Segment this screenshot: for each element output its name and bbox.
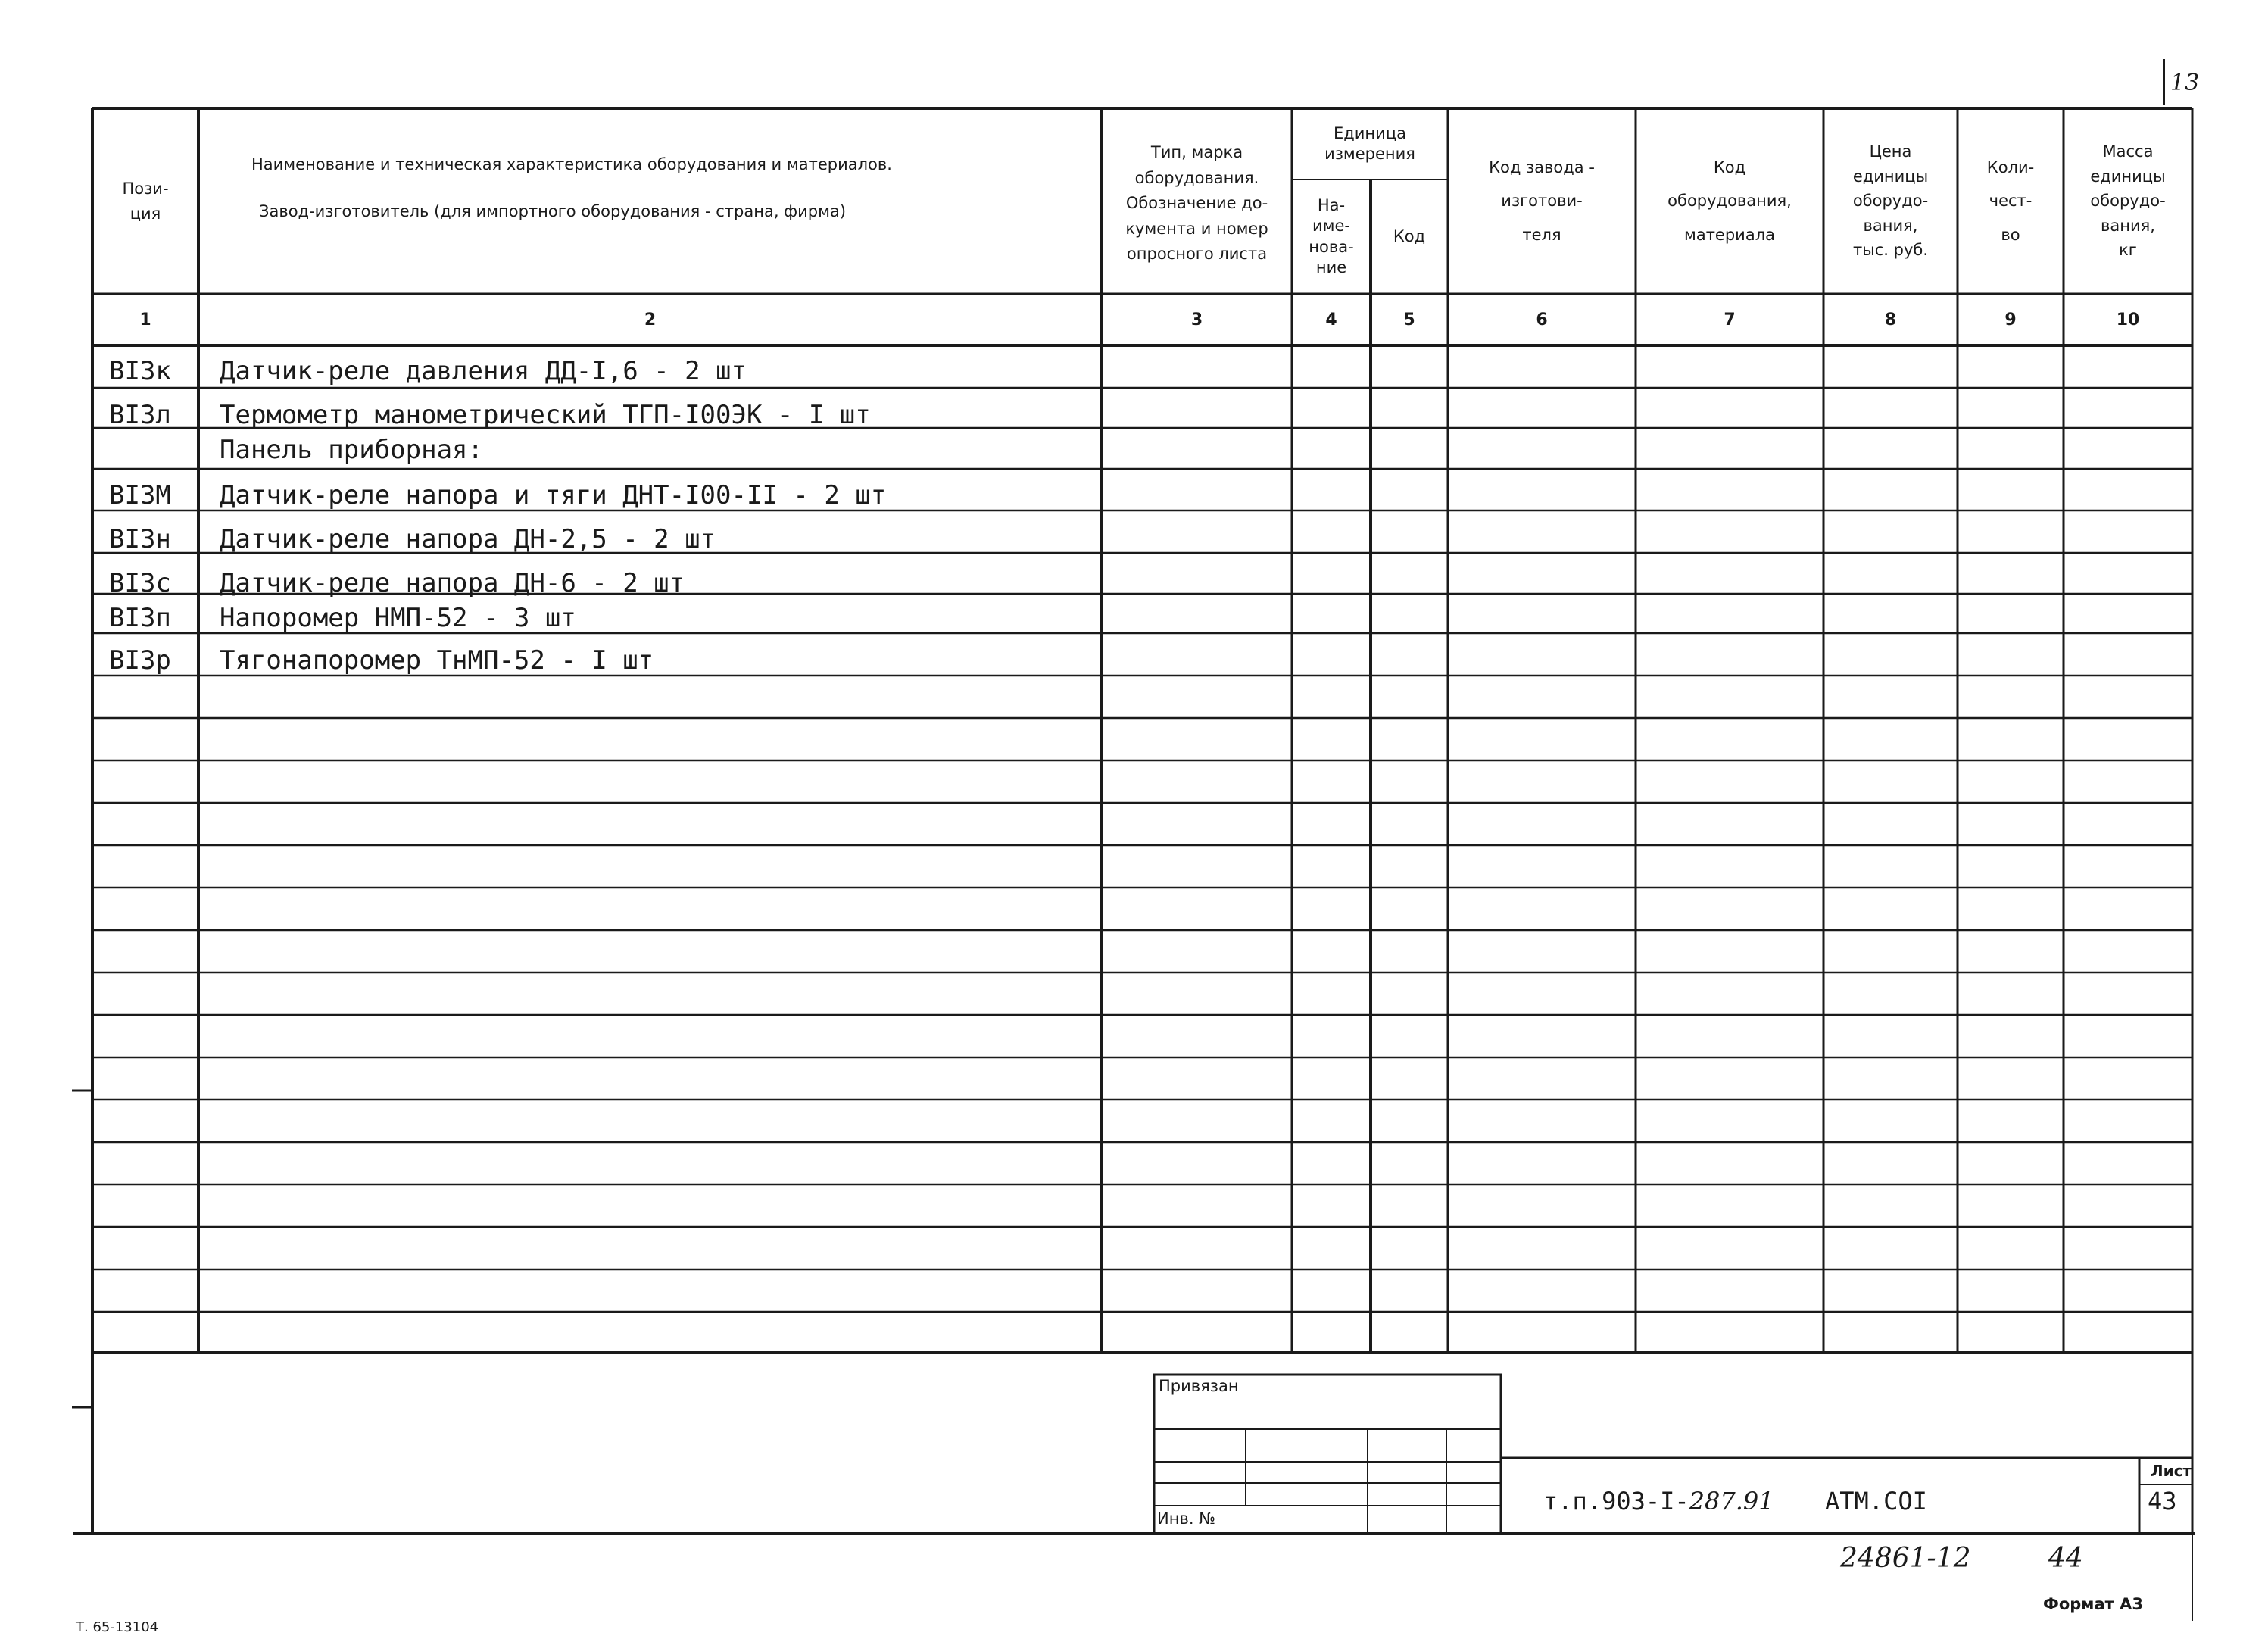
row-4-name: Датчик-реле напора и тяги ДНТ-I00-II - 2 шт	[220, 480, 887, 510]
colnum-10: 10	[2116, 310, 2140, 329]
header-name	[198, 108, 1102, 294]
row-5-name: Датчик-реле напора ДН-2,5 - 2 шт	[220, 524, 716, 554]
header-unit-name: На- име- нова- ние	[1309, 195, 1354, 276]
row-4-position: BI3М	[109, 480, 171, 510]
document-mark: АТМ.СОI	[1825, 1487, 1927, 1516]
stamp-bound-label: Привязан	[1159, 1377, 1239, 1395]
header-factory-code: Код завода - изготови- теля	[1489, 158, 1595, 244]
colnum-1: 1	[139, 310, 151, 329]
colnum-6: 6	[1536, 310, 1548, 329]
document-code-prefix: т.п.903-I-	[1543, 1487, 1689, 1516]
header-equipment-code: Код оборудования, материала	[1667, 158, 1792, 244]
header-unit-code: Код	[1393, 227, 1426, 246]
row-1-name: Датчик-реле давления ДД-I,6 - 2 шт	[220, 356, 747, 386]
archive-number: 24861-12	[1840, 1543, 1971, 1574]
sheet-label: Лист	[2151, 1462, 2192, 1480]
sheet-number: 43	[2148, 1487, 2177, 1516]
header-unit-group: Единица измерения	[1324, 123, 1415, 163]
colnum-3: 3	[1190, 310, 1203, 329]
corner-mark: 13	[2170, 70, 2200, 96]
row-1-position: BI3к	[109, 356, 171, 386]
row-6-position: BI3с	[109, 568, 171, 598]
header-unit-mass: Масса единицы оборудо- вания, кг	[2090, 142, 2166, 260]
archive-sheet: 44	[2048, 1543, 2083, 1574]
row-6-name: Датчик-реле напора ДН-6 - 2 шт	[220, 568, 685, 598]
colnum-9: 9	[2004, 310, 2017, 329]
row-8-name: Тягонапоромер ТнМП-52 - I шт	[220, 645, 654, 676]
bottom-left-code: Т. 65-13104	[76, 1619, 159, 1635]
header-name-line1: Наименование и техническая характеристика оборудования и материалов.	[251, 155, 892, 173]
row-2-position: BI3л	[109, 400, 171, 430]
header-name-line2: Завод-изготовитель (для импортного оборудования - страна, фирма)	[259, 202, 847, 220]
document-code-handwritten: 287.91	[1689, 1487, 1774, 1516]
format-label: Формат А3	[2043, 1595, 2143, 1613]
header-unit-price: Цена единицы оборудо- вания, тыс. руб.	[1852, 142, 1929, 260]
header-position: Пози- ция	[122, 179, 169, 223]
colnum-5: 5	[1403, 310, 1415, 329]
row-5-position: BI3н	[109, 524, 171, 554]
row-7-name: Напоромер НМП-52 - 3 шт	[220, 603, 576, 633]
colnum-2: 2	[644, 310, 657, 329]
colnum-8: 8	[1884, 310, 1897, 329]
colnum-4: 4	[1325, 310, 1337, 329]
header-quantity: Коли- чест- во	[1986, 158, 2035, 244]
colnum-7: 7	[1724, 310, 1736, 329]
row-3-name: Панель приборная:	[220, 435, 483, 465]
row-7-position: BI3п	[109, 603, 171, 633]
row-2-name: Термометр манометрический ТГП-I00ЭК - I шт	[220, 400, 871, 430]
row-8-position: BI3р	[109, 645, 171, 676]
stamp-inventory-label: Инв. №	[1157, 1509, 1216, 1528]
document-code	[1543, 1487, 1774, 1516]
header-type-mark: Тип, марка оборудования. Обозначение до- кумента и номер опросного листа	[1125, 143, 1268, 264]
